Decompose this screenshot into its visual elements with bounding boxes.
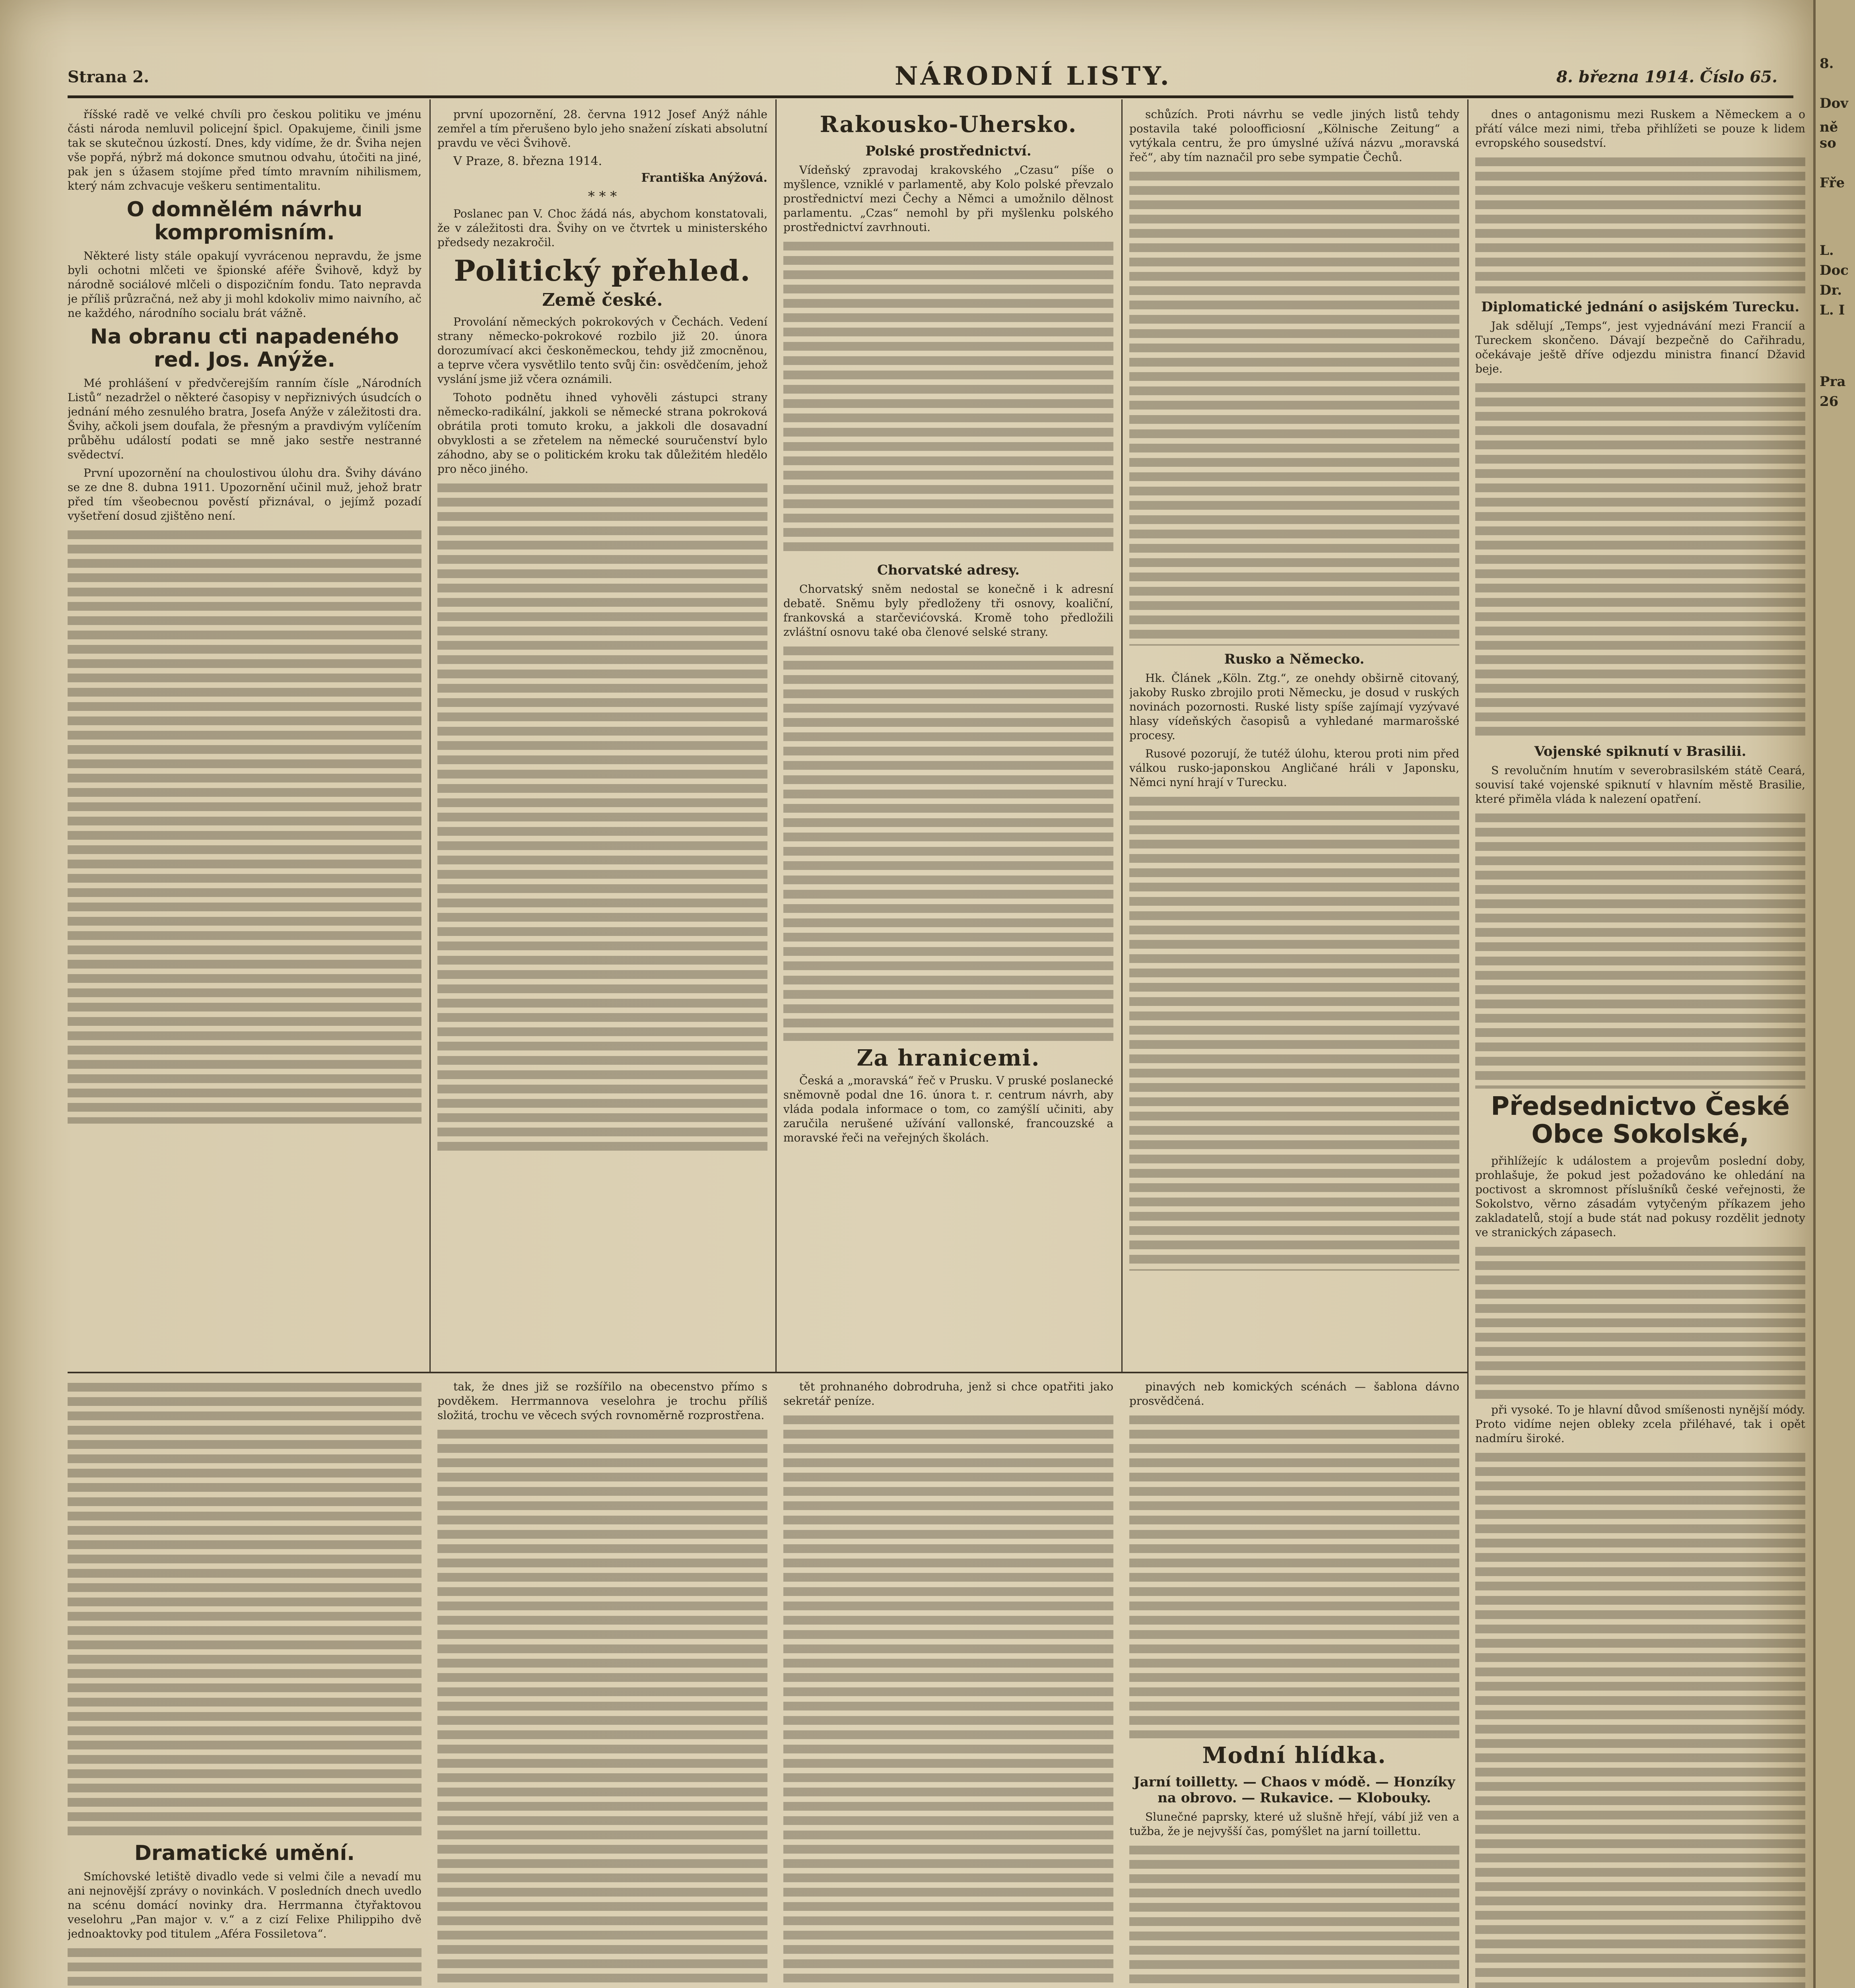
headline-kompromis: O domnělém návrhu kompromisním. xyxy=(126,198,363,245)
lower-col2-text: tak, že dnes již se rozšířilo na obecenstvo přímo s povděkem. Herrmannova veselohra je trochu příliš složitá, trochu ve věcech svých rovnoměrně rozprostřena. xyxy=(437,1380,767,1422)
headline-za-hranicemi: Za hranicemi. xyxy=(857,1045,1040,1071)
signature: Františka Anýžová. xyxy=(641,171,767,185)
text-block xyxy=(1475,154,1805,293)
text-block xyxy=(1475,810,1805,1089)
column-rule xyxy=(1121,99,1123,1372)
column-rule xyxy=(1467,99,1468,1988)
text-block xyxy=(1129,1412,1459,1738)
lower-col3-text: tět prohnaného dobrodruha, jenž si chce opatřiti jako sekretář peníze. xyxy=(783,1380,1113,1408)
col1-text3: První upozornění na choulostivou úlohu dra. Švihy dáváno se ze dne 8. dubna 1911. Upozornění učinil muž, jehož bratr před tím všeobecnou pověstí přiznával, o jejímž pozadí vyšetření dosud zjištěno není. xyxy=(68,466,422,522)
separator-stars: * * * xyxy=(588,188,617,204)
column-rule xyxy=(429,99,431,1372)
col1-text2: Mé prohlášení v předvčerejším ranním čísle „Národních Listů“ nezadržel o některé časopisy v nepřiznivých úsudcích o jednání mého zesnulého bratra, Josefa Anýže v záležitosti dra. Švihy, ačkoli jsem doufala, že přesným a pravdivým vylíčením průběhu událostí podati se mně jako sestře nestranné svědectví. xyxy=(68,377,422,461)
sub-vojenske: Vojenské spiknutí v Brasilii. xyxy=(1534,744,1746,759)
sub-rusko-nemecko: Rusko a Německo. xyxy=(1224,651,1365,667)
column-3 xyxy=(783,107,1113,1368)
col5-text1: dnes o antagonismu mezi Ruskem a Německem a o přátí válce mezi nimi, třeba přihlížeti se pouze k lidem evropského sousedství. xyxy=(1475,108,1805,149)
sub-diplomaticke: Diplomatické jednání o asijském Turecku. xyxy=(1481,299,1800,315)
sub-chorvatske: Chorvatské adresy. xyxy=(877,562,1020,578)
col1-intro: říšské radě ve velké chvíli pro českou politiku ve jménu části národa nemluvil policejní špicl. Opakujeme, činili jsme tak se skutečnou úzkostí. Dnes, kdy vidíme, že dr. Šviha nejen vše popřá, nýbrž má dokonce smutnou odvahu, útočiti na jiné, pak jen s úžasem stojíme před tímto mravním nihilismem, který nám zchvacuje veškeru sentimentalitu. xyxy=(68,108,422,192)
page-label: Strana 2. xyxy=(68,68,150,86)
text-block xyxy=(437,1427,767,1988)
lower-column-3 xyxy=(783,1380,1113,1988)
strip-fragment: Dr. xyxy=(1820,282,1842,298)
lower-col4-text2: Slunečné paprsky, které už slušně hřejí, vábí již ven a tužba, že je nejvyšší čas, pomýšlet na jarní toillettu. xyxy=(1129,1810,1459,1838)
text-block xyxy=(1475,1244,1805,1403)
strip-fragment: Pra xyxy=(1820,374,1846,390)
sub-polske: Polské prostřednictví. xyxy=(865,143,1031,159)
column-2 xyxy=(437,107,767,1368)
section-title-political: Politický přehled. xyxy=(454,254,751,287)
lower-col1-text: Smíchovské letiště divadlo vede si velmi čile a nevadí mu ani nejnovější zprávy o novinkách. V posledních dnech uvedlo na scénu domácí novinky dra. Herrmanna čtyřaktovou veselohru „Pan major v. v.“ a z cizí Felixe Philippiho dvě jednoaktovky pod titulem „Aféra Fossiletova“. xyxy=(68,1870,422,1940)
text-block xyxy=(68,527,422,1124)
strip-fragment: 8. xyxy=(1820,56,1834,72)
headline-sokolstvo: Předsednictvo České Obce Sokolské, xyxy=(1491,1092,1790,1149)
headline-anyz: Na obranu cti napadeného red. Jos. Anýže. xyxy=(90,325,399,372)
headline-modni: Modní hlídka. xyxy=(1202,1742,1387,1769)
text-block xyxy=(437,480,767,1156)
lower-column-2 xyxy=(437,1380,767,1988)
col2-intro: první upozornění, 28. června 1912 Josef Anýž náhle zemřel a tím přerušeno bylo jeho snažení získati absolutní pravdu ve věci Švihově. xyxy=(437,108,767,149)
date-line: V Praze, 8. března 1914. xyxy=(453,154,602,168)
headline-rakousko: Rakousko-Uhersko. xyxy=(820,111,1077,138)
strip-fragment: ně so xyxy=(1820,119,1838,151)
adjacent-page-strip xyxy=(1813,0,1855,1988)
col3-text1: Vídeňský zpravodaj krakovského „Czasu“ píše o myšlence, vzniklé v parlamentě, aby Kolo polské převzalo prostřednictví mezi Čechy a Němci a umožnilo dělnost parlamentu. „Czas“ nemohl by při myšlenku polského prostřednictví zavrhnouti. xyxy=(783,163,1113,234)
col4-text2: Hk. Článek „Köln. Ztg.“, ze onehdy obširně citovaný, jakoby Rusko zbrojilo proti Německu, je dosud v ruských novinách pozornosti. Ruské listy spíše zajímají vyzývavé hlasy vídeňských časopisů a vyhledané marmarošské procesy. xyxy=(1129,672,1459,742)
strip-fragment: Fře xyxy=(1820,175,1845,191)
strip-fragment: Dov xyxy=(1820,95,1848,111)
col5-text2: Jak sdělují „Temps“, jest vyjednávání mezi Francií a Tureckem skončeno. Dávají bezpečně do Cařihradu, očekávaje ještě dříve odjezdu ministra financí Džavid beje. xyxy=(1475,319,1805,375)
col1-text1: Některé listy stále opakují vyvrácenou nepravdu, že jsme byli ochotni mlčeti ve špionské aféře Švihově, když by národně sociálové mlčeli o dispozičním fondu. Tato nepravda je příliš průzračná, než aby ji mohl kdokoliv mimo naivního, ač ne každého, národního socialu brát vážně. xyxy=(68,249,422,320)
lower-column-1 xyxy=(68,1380,422,1988)
col5-text5: při vysoké. To je hlavní důvod smíšenosti nynější módy. Proto vidíme nejen obleky zcela přiléhavé, tak i opět nadmíru široké. xyxy=(1475,1403,1805,1445)
column-5 xyxy=(1475,107,1805,1988)
text-block xyxy=(1129,1842,1459,1988)
strip-fragment: L. xyxy=(1820,243,1834,258)
col3-text3: Česká a „moravská“ řeč v Prusku. V pruské poslanecké sněmovně podal dne 16. února t. r. centrum návrh, aby vláda podala informace o tom, co zamýšlí učiniti, aby zaručila nerušené užívání vallonské, francouzské a moravské řeči na veřejných školách. xyxy=(783,1074,1113,1144)
col2-text2: Tohoto podnětu ihned vyhověli zástupci strany německo-radikální, jakkoli se německé strana pokroková obrátila proti tomuto kroku, a jakkoli dle dosavadní obvyklosti a se zřetelem na německé souručenství bylo záhodno, aby se o politickém kroku tak důležitém hledělo pro něco jiného. xyxy=(437,391,767,476)
strip-fragment: Doc xyxy=(1820,262,1849,278)
text-block xyxy=(1129,169,1459,646)
column-1 xyxy=(68,107,422,1368)
col4-text1: schůzích. Proti návrhu se vedle jiných listů tehdy postavila také poloofficiosní „Kölnische Zeitung“ a vytýkala centru, že pro úmyslné užívá názvu „moravská řeč“, aby tím naznačil pro sebe sympatie Čechů. xyxy=(1129,108,1459,164)
text-block xyxy=(1129,794,1459,1271)
text-block xyxy=(1475,1450,1805,1988)
lower-column-4 xyxy=(1129,1380,1459,1988)
lower-col4-text: pinavých neb komických scénách — šablona dávno prosvědčená. xyxy=(1129,1380,1459,1408)
text-block xyxy=(783,239,1113,557)
strip-fragment: L. I xyxy=(1820,302,1845,318)
col3-text2: Chorvatský sněm nedostal se konečně i k adresní debatě. Sněmu byly předloženy tři osnovy, koaliční, frankovská a starčevićovská. Kromě toho předložili zvláštní osnovu také oba členové selské strany. xyxy=(783,582,1113,639)
date-issue: 8. března 1914. Číslo 65. xyxy=(1556,68,1777,86)
col5-text3: S revolučním hnutím v severobrasilském státě Ceará, souvisí také vojenské spiknutí v hlavním městě Brasilie, které přiměla vláda k nalezení opatření. xyxy=(1475,764,1805,806)
headline-dramaticke: Dramatické umění. xyxy=(134,1841,355,1865)
text-block xyxy=(68,1380,422,1837)
section-sub-czech: Země české. xyxy=(542,290,663,310)
sub-modni: Jarní toilletty. — Chaos v módě. — Honzíky na obrovo. — Rukavice. — Klobouky. xyxy=(1133,1774,1455,1806)
col2-text1: Provolání německých pokrokových v Čechách. Vedení strany německo-pokrokové rozbilo již 20. února dorozumívací akci českoněmeckou, tehdy již zmocněnou, a teprve včera vysvětlilo tento svůj čin: osvědčením, jehož vyslání jsme již včera oznámili. xyxy=(437,315,767,386)
paper-name: NÁRODNÍ LISTY. xyxy=(895,61,1171,91)
text-block xyxy=(1475,380,1805,738)
col4-text3: Rusové pozorují, že tutéž úlohu, kterou proti nim před válkou rusko-japonskou Angličané hráli v Japonsku, Němci nyní hrají v Turecku. xyxy=(1129,747,1459,789)
column-rule xyxy=(775,99,777,1372)
col2-para: Poslanec pan V. Choc žádá nás, abychom konstatovali, že v záležitosti dra. Švihy on ve čtvrtek u ministerského předsedy nezakročil. xyxy=(437,207,767,249)
column-4 xyxy=(1129,107,1459,1368)
fold-rule xyxy=(68,1372,1467,1373)
text-block xyxy=(783,1412,1113,1988)
page-header xyxy=(68,60,1793,98)
text-block xyxy=(68,1945,422,1988)
col5-text4: přihlížejíc k událostem a projevům poslední doby, prohlašuje, že pokud jest požadováno ke ohledání na poctivost a skromnost příslušníků české veřejnosti, že Sokolstvo, věrno zásadám vytyčeným příkazem jeho zakladatelů, stojí a bude stát nad pokusy rozdělit jednoty ve stranických zápasech. xyxy=(1475,1154,1805,1239)
text-block xyxy=(783,643,1113,1041)
strip-fragment: 26 xyxy=(1820,394,1839,410)
